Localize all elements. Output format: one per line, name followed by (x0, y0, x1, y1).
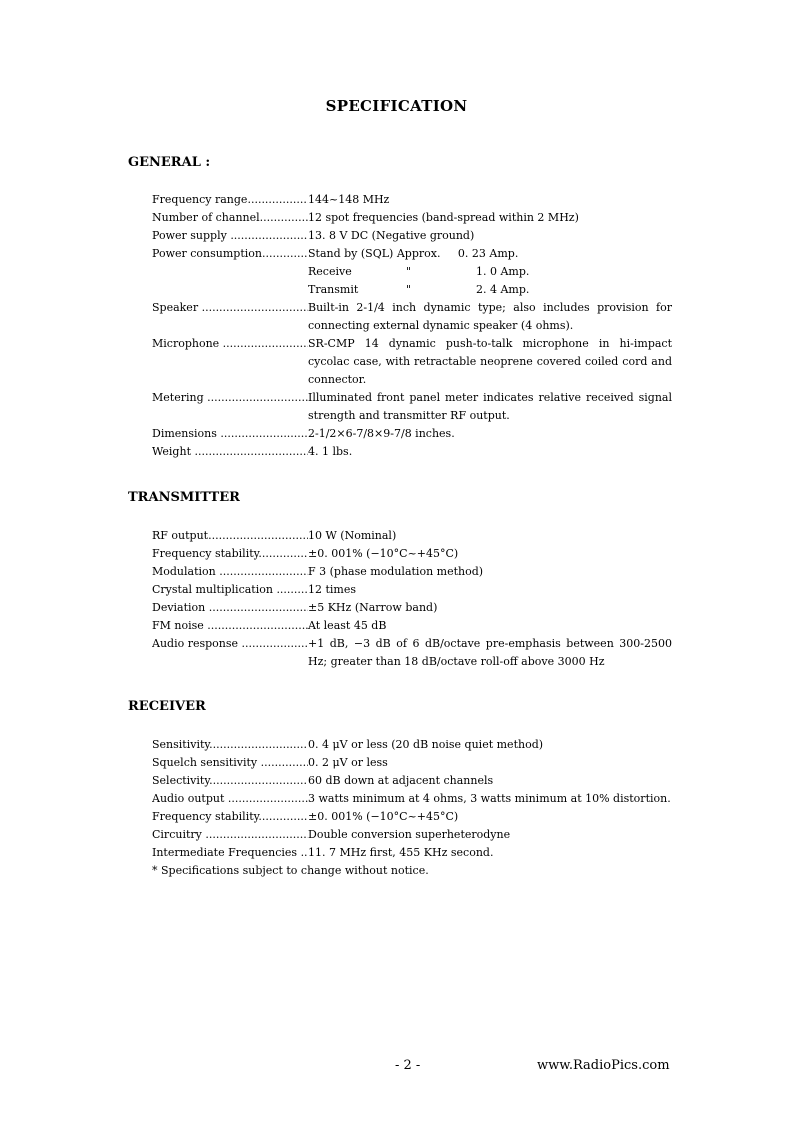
spec-row (152, 790, 672, 808)
spec-value: +1 dB, −3 dB of 6 dB/octave pre-emphasis between 300-2500 Hz; greater than 18 dB/octave roll-off above 3000 Hz (308, 637, 672, 668)
spec-label: Crystal multiplication ..... (152, 581, 308, 599)
spec-value: 0. 2 μV or less (308, 756, 388, 769)
spec-value: 11. 7 MHz first, 455 KHz second. (308, 846, 494, 859)
spec-row (152, 191, 672, 209)
spec-row (152, 209, 672, 227)
power-sub-row (152, 263, 672, 281)
spec-row (152, 844, 672, 862)
spec-row (152, 599, 672, 617)
spec-row (152, 581, 672, 599)
power-mode: Transmit (308, 283, 359, 296)
spec-value: Stand by (SQL) Approx. 0. 23 Amp. (308, 247, 519, 260)
spec-label: Frequency stability ..... (152, 808, 308, 826)
general-spec-list (152, 191, 672, 461)
spec-value: At least 45 dB (308, 619, 387, 632)
receiver-spec-list (152, 736, 672, 862)
spec-value: ±5 KHz (Narrow band) (308, 601, 438, 614)
spec-row (152, 425, 672, 443)
spec-label: Squelch sensitivity ..... (152, 754, 308, 772)
spec-value: ±0. 001% (−10°C~+45°C) (308, 547, 459, 560)
spec-label: Modulation ..... (152, 563, 308, 581)
spec-label: RF output ..... (152, 527, 308, 545)
spec-label: Frequency range ..... (152, 191, 308, 209)
spec-row (152, 389, 672, 425)
ditto-mark: " (406, 283, 412, 296)
website-watermark: www.RadioPics.com (537, 1058, 670, 1073)
transmitter-heading: TRANSMITTER (128, 490, 240, 505)
spec-row (152, 754, 672, 772)
spec-label: Power supply ..... (152, 227, 308, 245)
spec-row (152, 527, 672, 545)
spec-row (152, 808, 672, 826)
receiver-heading: RECEIVER (128, 699, 206, 714)
spec-label: Power consumption ..... (152, 245, 308, 263)
spec-value: F 3 (phase modulation method) (308, 565, 484, 578)
spec-row (152, 736, 672, 754)
power-amount: 2. 4 Amp. (476, 283, 530, 296)
spec-row (152, 227, 672, 245)
page-number: - 2 - (395, 1058, 421, 1073)
spec-value: 4. 1 lbs. (308, 445, 353, 458)
transmitter-spec-list (152, 527, 672, 671)
spec-label: Speaker ..... (152, 299, 308, 335)
spec-row (152, 617, 672, 635)
general-heading: GENERAL : (128, 155, 211, 170)
spec-value: Illuminated front panel meter indicates relative received signal strength and transmitter RF output. (308, 391, 672, 422)
spec-row (152, 443, 672, 461)
power-sub-row (152, 281, 672, 299)
spec-row (152, 826, 672, 844)
spec-label: Frequency stability ..... (152, 545, 308, 563)
spec-row (152, 335, 672, 389)
specification-note: * Specifications subject to change without notice. (152, 864, 429, 877)
spec-label: Audio response ..... (152, 635, 308, 671)
spec-row (152, 545, 672, 563)
spec-value: 0. 4 μV or less (20 dB noise quiet method) (308, 738, 544, 751)
spec-value: 12 times (308, 583, 357, 596)
ditto-mark: " (406, 265, 412, 278)
spec-label: Microphone ..... (152, 335, 308, 389)
spec-value: 13. 8 V DC (Negative ground) (308, 229, 475, 242)
spec-label: Circuitry ..... (152, 826, 308, 844)
spec-value: 2-1/2×6-7/8×9-7/8 inches. (308, 427, 455, 440)
spec-value: 3 watts minimum at 4 ohms, 3 watts minimum at 10% distortion. (308, 792, 671, 805)
spec-value: 10 W (Nominal) (308, 529, 397, 542)
spec-label: Dimensions ..... (152, 425, 308, 443)
page-title: SPECIFICATION (325, 97, 468, 115)
spec-value: Double conversion superheterodyne (308, 828, 511, 841)
spec-label: Number of channel ..... (152, 209, 308, 227)
power-mode: Receive (308, 265, 352, 278)
spec-label: Metering ..... (152, 389, 308, 425)
spec-value: SR-CMP 14 dynamic push-to-talk microphone in hi-impact cycolac case, with retractable neoprene covered coiled cord and connector. (308, 337, 672, 386)
spec-value: 12 spot frequencies (band-spread within 2 MHz) (308, 211, 579, 224)
spec-row (152, 772, 672, 790)
spec-row (152, 299, 672, 335)
spec-label: Intermediate Frequencies ..... (152, 844, 308, 862)
spec-label: Sensitivity ..... (152, 736, 308, 754)
spec-value: 144~148 MHz (308, 193, 390, 206)
spec-row (152, 563, 672, 581)
spec-value: Built-in 2-1/4 inch dynamic type; also includes provision for connecting external dynamic speaker (4 ohms). (308, 301, 672, 332)
spec-label: Audio output ..... (152, 790, 308, 808)
power-amount: 1. 0 Amp. (476, 265, 530, 278)
spec-label: Deviation ..... (152, 599, 308, 617)
spec-row (152, 245, 672, 263)
spec-value: 60 dB down at adjacent channels (308, 774, 494, 787)
spec-value: ±0. 001% (−10°C~+45°C) (308, 810, 459, 823)
spec-label: Weight ..... (152, 443, 308, 461)
spec-label: FM noise ..... (152, 617, 308, 635)
spec-label: Selectivity ..... (152, 772, 308, 790)
spec-row (152, 635, 672, 671)
